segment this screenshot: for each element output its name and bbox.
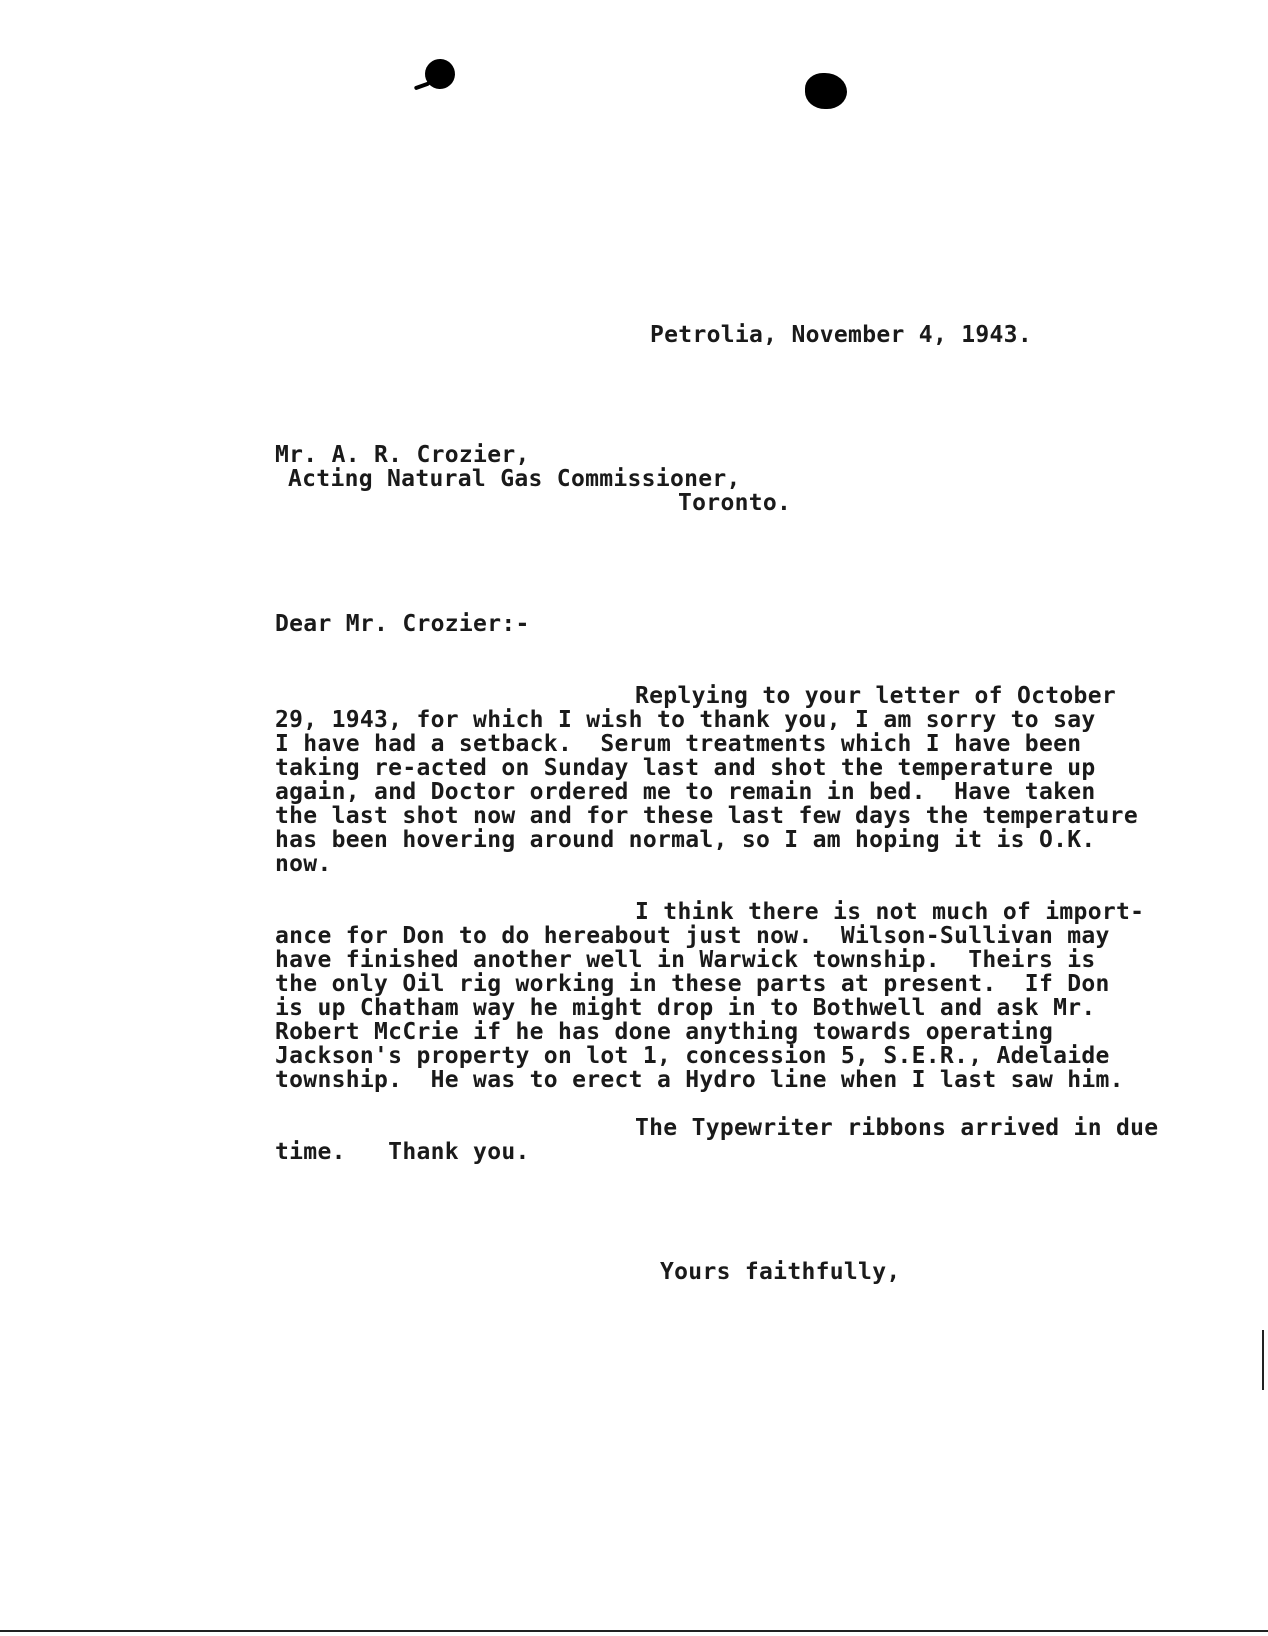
paragraph-line: again, and Doctor ordered me to remain in bed. Have taken (275, 779, 1096, 805)
paragraph-line: I think there is not much of import- (635, 899, 1145, 925)
paragraph-line: 29, 1943, for which I wish to thank you, I am sorry to say (275, 707, 1096, 733)
addressee-city: Toronto. (678, 490, 792, 516)
paragraph-line: Jackson's property on lot 1, concession 5, S.E.R., Adelaide (275, 1043, 1110, 1069)
paragraph-line: Robert McCrie if he has done anything towards operating (275, 1019, 1054, 1045)
paragraph-line: the last shot now and for these last few days the temperature (275, 803, 1138, 829)
addressee-title: Acting Natural Gas Commissioner, (288, 466, 741, 492)
closing: Yours faithfully, (660, 1259, 901, 1285)
paragraph-line: I have had a setback. Serum treatments which I have been (275, 731, 1082, 757)
page-edge-mark (0, 1630, 1268, 1632)
paragraph-line: have finished another well in Warwick township. Theirs is (275, 947, 1096, 973)
paragraph-line: is up Chatham way he might drop in to Bothwell and ask Mr. (275, 995, 1096, 1021)
paragraph-line: the only Oil rig working in these parts at present. If Don (275, 971, 1110, 997)
ink-blot (805, 73, 847, 109)
paragraph-line: The Typewriter ribbons arrived in due (635, 1115, 1159, 1141)
paragraph-line: taking re-acted on Sunday last and shot the temperature up (275, 755, 1096, 781)
paragraph-line: ance for Don to do hereabout just now. Wilson-Sullivan may (275, 923, 1110, 949)
paragraph-line: time. Thank you. (275, 1139, 530, 1165)
ink-blot (421, 55, 459, 93)
salutation: Dear Mr. Crozier:- (275, 611, 530, 637)
paragraph-line: Replying to your letter of October (635, 683, 1117, 709)
paragraph-line: township. He was to erect a Hydro line when I last saw him. (275, 1067, 1124, 1093)
paragraph-line: has been hovering around normal, so I am hoping it is O.K. (275, 827, 1096, 853)
paragraph-line: now. (275, 851, 332, 877)
page-edge-mark (1262, 1330, 1264, 1390)
letter-date: Petrolia, November 4, 1943. (650, 322, 1032, 348)
addressee-name: Mr. A. R. Crozier, (275, 442, 530, 468)
